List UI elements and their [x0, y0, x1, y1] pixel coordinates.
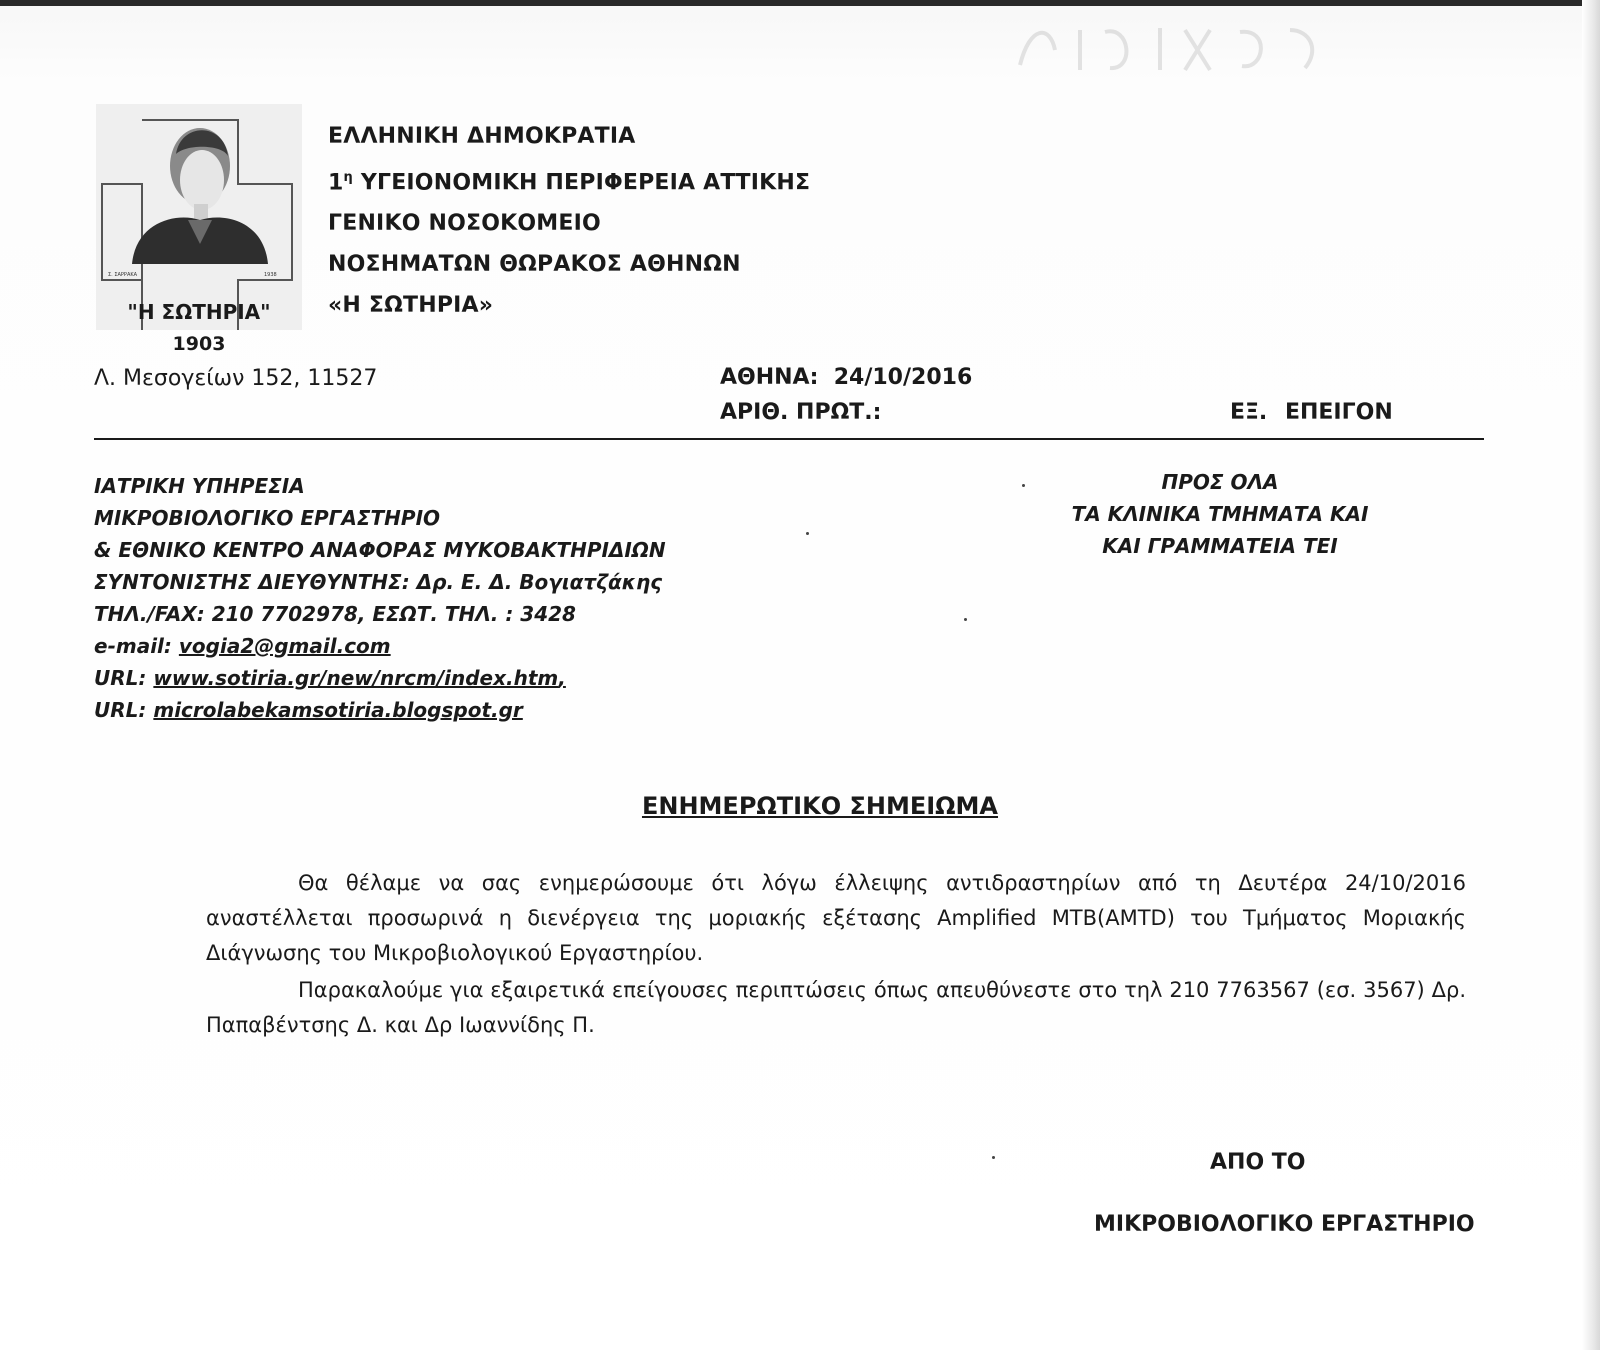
date-value: 24/10/2016	[833, 365, 973, 390]
header-divider	[94, 438, 1484, 440]
date-label: ΑΘΗΝΑ:	[720, 365, 819, 390]
signature-lab: ΜΙΚΡΟΒΙΟΛΟΓΙΚΟ ΕΡΓΑΣΤΗΡΙΟ	[1094, 1212, 1475, 1237]
region-name: ΥΓΕΙΟΝΟΜΙΚΗ ΠΕΡΙΦΕΡΕΙΑ ΑΤΤΙΚΗΣ	[352, 170, 811, 196]
portrait-left-text: Σ. ΣΑΡΡΑΚΑ	[108, 272, 138, 278]
hospital-address: Λ. Μεσογείων 152, 11527	[94, 366, 378, 391]
scan-speck	[1022, 484, 1025, 487]
sender-line-3: & ΕΘΝΙΚΟ ΚΕΝΤΡΟ ΑΝΑΦΟΡΑΣ ΜΥΚΟΒΑΚΤΗΡΙΔΙΩΝ	[94, 538, 666, 562]
logo-year: 1903	[172, 333, 226, 355]
date-line	[720, 365, 972, 390]
recipient-line-3: ΚΑΙ ΓΡΑΜΜΑΤΕΙΑ ΤΕΙ	[1102, 534, 1338, 558]
body-paragraph-2: Παρακαλούμε για εξαιρετικά επείγουσες περιπτώσεις όπως απευθύνεστε στο τηλ 210 7763567 (εσ. 3567) Δρ. Παπαβέντσης Δ. και Δρ Ιωαννίδης Π.	[206, 978, 1466, 1037]
portrait-right-text: 1938	[264, 272, 277, 278]
notice-body	[206, 866, 1466, 1045]
sender-url-line-2	[94, 694, 666, 726]
website-url: www.sotiria.gr/new/nrcm/index.htm	[153, 666, 559, 690]
email-link[interactable]: vogia2@gmail.com	[178, 634, 391, 658]
website-link[interactable]	[153, 666, 566, 690]
sender-line-1: ΙΑΤΡΙΚΗ ΥΠΗΡΕΣΙΑ	[94, 474, 305, 498]
recipient-block	[1060, 466, 1380, 562]
scan-speck	[992, 1156, 995, 1159]
region-number: 1	[328, 170, 344, 196]
letterhead-line-2	[328, 157, 810, 203]
region-ordinal: η	[343, 170, 353, 185]
url1-label: URL:	[94, 666, 154, 690]
urgency-label: ΕΞ. ΕΠΕΙΓΟΝ	[1230, 400, 1393, 425]
recipient-line-2: ΤΑ ΚΛΙΝΙΚΑ ΤΜΗΜΑΤΑ ΚΑΙ	[1071, 502, 1369, 526]
recipient-line-1: ΠΡΟΣ ΟΛΑ	[1161, 470, 1279, 494]
letterhead-line-1: ΕΛΛΗΝΙΚΗ ΔΗΜΟΚΡΑΤΙΑ	[328, 124, 636, 149]
email-label: e-mail:	[94, 634, 179, 658]
sender-block	[94, 470, 666, 726]
logo-caption: "Η ΣΩΤΗΡΙΑ"	[127, 300, 271, 324]
hospital-logo	[96, 104, 302, 330]
letterhead	[328, 116, 810, 326]
scan-top-edge	[0, 0, 1600, 6]
url2-label: URL:	[94, 698, 154, 722]
letterhead-line-3: ΓΕΝΙΚΟ ΝΟΣΟΚΟΜΕΙΟ	[328, 211, 601, 237]
scan-speck	[806, 532, 809, 535]
signature-from: ΑΠΟ ΤΟ	[1210, 1150, 1306, 1175]
sender-url-line-1	[94, 662, 666, 694]
faint-stamp-mark	[1010, 20, 1340, 80]
portrait-cross-emblem	[96, 104, 302, 330]
letterhead-line-4: ΝΟΣΗΜΑΤΩΝ ΘΩΡΑΚΟΣ ΑΘΗΝΩΝ	[328, 252, 741, 278]
sender-line-2: ΜΙΚΡΟΒΙΟΛΟΓΙΚΟ ΕΡΓΑΣΤΗΡΙΟ	[94, 506, 441, 530]
scan-right-edge	[1582, 0, 1600, 1350]
sender-director: ΣΥΝΤΟΝΙΣΤΗΣ ΔΙΕΥΘΥΝΤΗΣ: Δρ. Ε. Δ. Βογιατζάκης	[94, 570, 663, 594]
sender-phone: ΤΗΛ./FAX: 210 7702978, ΕΣΩΤ. ΤΗΛ. : 3428	[94, 602, 576, 626]
body-paragraph-1: Θα θέλαμε να σας ενημερώσουμε ότι λόγω έλλειψης αντιδραστηρίων από τη Δευτέρα 24/10/2016 αναστέλλεται προσωρινά η διενέργεια της μοριακής εξέτασης Amplified MTB(AMTD) του Τμήματος Μοριακής Διάγνωσης του Μικροβιολογικού Εργαστηρίου.	[206, 871, 1466, 965]
protocol-number-label: ΑΡΙΘ. ΠΡΩΤ.:	[720, 400, 882, 425]
website-url-suffix: ,	[558, 666, 566, 690]
sender-email-line	[94, 630, 666, 662]
scan-speck	[964, 618, 967, 621]
letterhead-line-5: «Η ΣΩΤΗΡΙΑ»	[328, 293, 494, 319]
blog-link[interactable]: microlabekamsotiria.blogspot.gr	[153, 698, 523, 722]
document-title: ΕΝΗΜΕΡΩΤΙΚΟ ΣΗΜΕΙΩΜΑ	[641, 792, 999, 820]
